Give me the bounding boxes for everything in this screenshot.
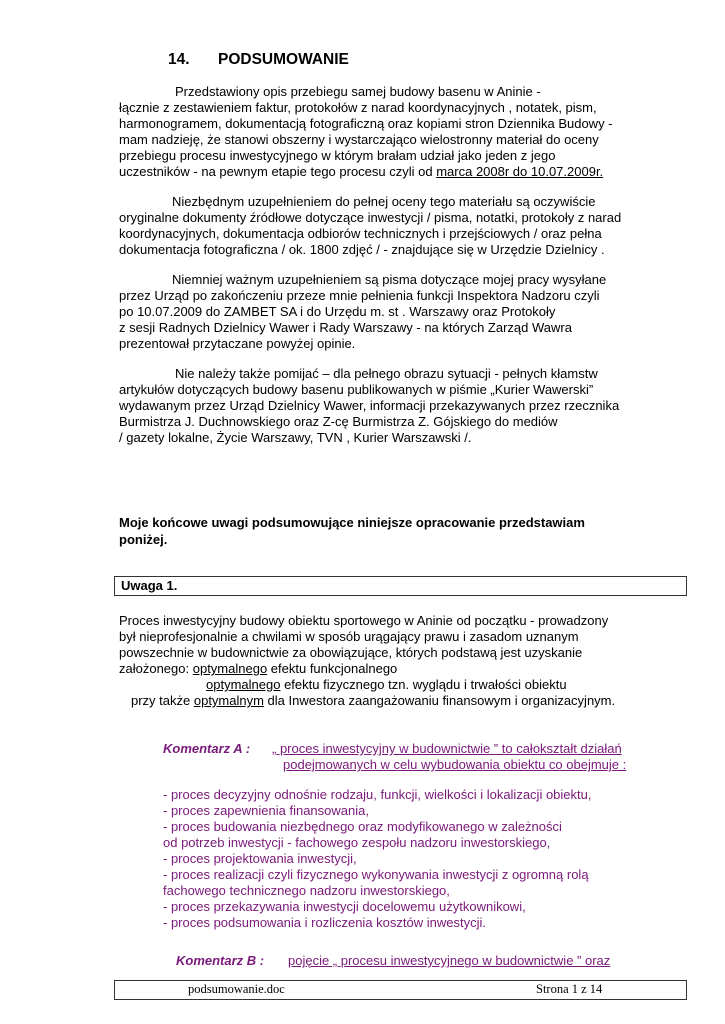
uwaga-optimal-1: optymalnego — [192, 661, 268, 676]
uwaga-optimal-3: optymalnym — [193, 693, 264, 708]
p2-line-3: koordynacyjnych, dokumentacja odbiorów technicznych i przejściowych / oraz pełna — [119, 226, 602, 241]
closing-heading-line-1: Moje końcowe uwagi podsumowujące niniejsze opracowanie przedstawiam — [119, 515, 585, 530]
komentarz-a-item: - proces projektowania inwestycji, — [163, 851, 357, 866]
p1-line-3: harmonogramem, dokumentacją fotograficzną oraz kopiami stron Dziennika Budowy - — [119, 116, 613, 131]
uwaga-optimal-2: optymalnego — [206, 677, 281, 692]
p1-line-6: uczestników - na pewnym etapie tego procesu czyli od marca 2008r do 10.07.2009r. — [119, 164, 604, 179]
komentarz-a-item: fachowego technicznego nadzoru inwestorskiego, — [163, 883, 450, 898]
p4-line-1: Nie należy także pomijać – dla pełnego obrazu sytuacji - pełnych kłamstw — [175, 366, 598, 381]
p3-line-4: z sesji Radnych Dzielnicy Wawer i Rady Warszawy - na których Zarząd Wawra — [119, 320, 572, 335]
footer-filename: podsumowanie.doc — [188, 982, 285, 996]
komentarz-a-item: od potrzeb inwestycji - fachowego zespołu nadzoru inwestorskiego, — [163, 835, 551, 850]
section-number: 14. — [168, 51, 190, 68]
komentarz-a-label: Komentarz A : — [163, 741, 251, 756]
komentarz-a-item: - proces budowania niezbędnego oraz modyfikowanego w zależności — [163, 819, 562, 834]
p3-line-3: po 10.07.2009 do ZAMBET SA i do Urzędu m. st . Warszawy oraz Protokoły — [119, 304, 556, 319]
uwaga-box — [114, 576, 687, 596]
section-title: PODSUMOWANIE — [218, 51, 349, 68]
p2-line-1: Niezbędnym uzupełnieniem do pełnej oceny tego materiału są oczywiście — [172, 194, 596, 209]
uwaga-line-3: powszechnie w budownictwie za obowiązujące, których podstawą jest uzyskanie — [119, 645, 583, 660]
footer-page-number: Strona 1 z 14 — [536, 982, 603, 996]
komentarz-a-item: - proces przekazywania inwestycji docelowemu użytkownikowi, — [163, 899, 526, 914]
uwaga-line-2: był nieprofesjonalnie a chwilami w sposób urągający prawu i zasadom uznanym — [119, 629, 579, 644]
uwaga-line-4: założonego: optymalnego efektu funkcjonalnego — [119, 661, 398, 676]
p1-date-range: marca 2008r do 10.07.2009r. — [436, 164, 604, 179]
p1-line-4: mam nadzieję, że stanowi obszerny i wystarczająco wielostronny materiał do oceny — [119, 132, 599, 147]
p4-line-3: wydawanym przez Urząd Dzielnicy Wawer, informacji przekazywanych przez rzecznika — [119, 398, 620, 413]
uwaga-line-1: Proces inwestycyjny budowy obiektu sportowego w Aninie od początku - prowadzony — [119, 613, 609, 628]
p2-line-4: dokumentacja fotograficzna / ok. 1800 zdjęć / - znajdujące się w Urzędzie Dzielnicy . — [119, 242, 605, 257]
p1-line-2: łącznie z zestawieniem faktur, protokołów z narad koordynacyjnych , notatek, pism, — [119, 100, 597, 115]
komentarz-a-item: - proces zapewnienia finansowania, — [163, 803, 369, 818]
p1-line-5: przebiegu procesu inwestycyjnego w którym brałam udział jako jeden z jego — [119, 148, 556, 163]
p3-line-5: prezentował przytaczane powyżej opinie. — [119, 336, 356, 351]
komentarz-b-label: Komentarz B : — [176, 953, 265, 968]
komentarz-a-item: - proces podsumowania i rozliczenia kosztów inwestycji. — [163, 915, 486, 930]
closing-heading-line-2: poniżej. — [119, 532, 168, 547]
p1-line-1: Przedstawiony opis przebiegu samej budowy basenu w Aninie - — [175, 84, 541, 99]
p4-line-4: Burmistrza J. Duchnowskiego oraz Z-cę Burmistrza Z. Gójskiego do mediów — [119, 414, 558, 429]
komentarz-a-item: - proces decyzyjny odnośnie rodzaju, funkcji, wielkości i lokalizacji obiektu, — [163, 787, 592, 802]
komentarz-a-definition-2: podejmowanych w celu wybudowania obiektu co obejmuje : — [283, 757, 627, 772]
komentarz-a-item: - proces realizacji czyli fizycznego wykonywania inwestycji z ogromną rolą — [163, 867, 589, 882]
p4-line-5: / gazety lokalne, Życie Warszawy, TVN , Kurier Warszawski /. — [119, 430, 472, 445]
komentarz-a-definition-1: „ proces inwestycyjny w budownictwie ” to całokształt działań — [272, 741, 622, 756]
p3-line-1: Niemniej ważnym uzupełnieniem są pisma dotyczące mojej pracy wysyłane — [172, 272, 607, 287]
p2-line-2: oryginalne dokumenty źródłowe dotyczące inwestycji / pisma, notatki, protokoły z narad — [119, 210, 622, 225]
uwaga-line-5: optymalnego efektu fizycznego tzn. wyglądu i trwałości obiektu — [206, 677, 567, 692]
komentarz-b-text: pojęcie „ procesu inwestycyjnego w budownictwie ” oraz — [288, 953, 611, 968]
uwaga-label: Uwaga 1. — [121, 578, 178, 593]
p3-line-2: przez Urząd po zakończeniu przeze mnie pełnienia funkcji Inspektora Nadzoru czyli — [119, 288, 600, 303]
p4-line-2: artykułów dotyczących budowy basenu publikowanych w piśmie „Kurier Wawerski” — [119, 382, 594, 397]
uwaga-line-6: przy także optymalnym dla Inwestora zaangażowaniu finansowym i organizacyjnym. — [131, 693, 616, 708]
